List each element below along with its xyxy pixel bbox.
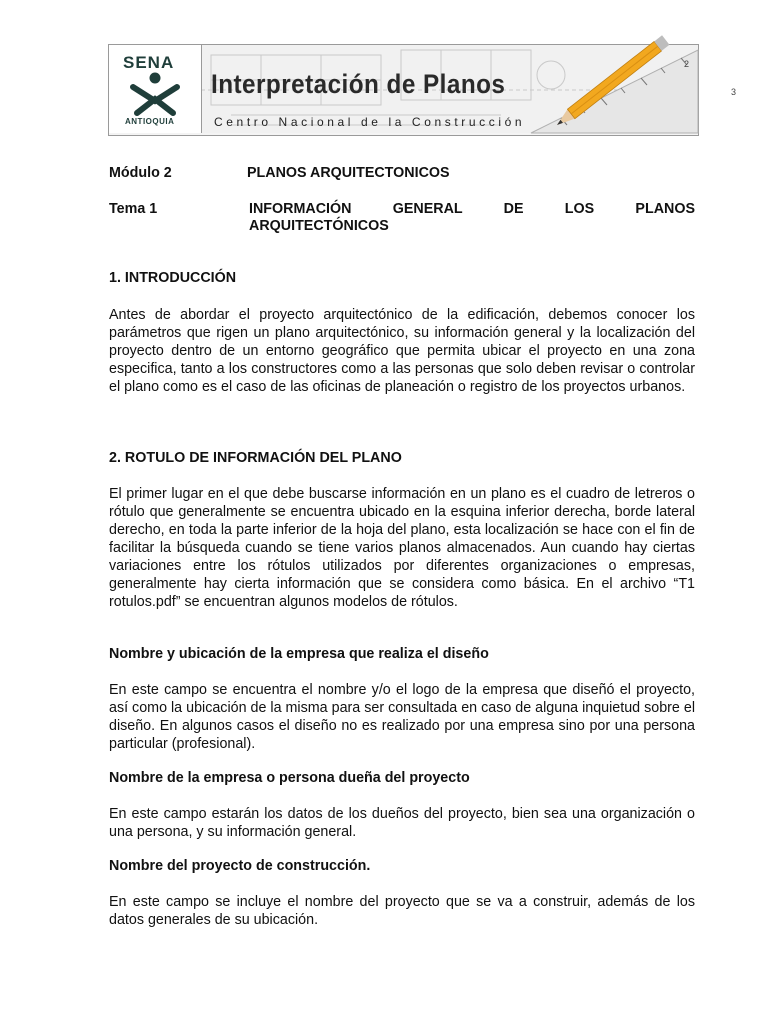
svg-text:3: 3 — [731, 87, 737, 97]
svg-text:2: 2 — [684, 59, 690, 69]
section2-paragraph: El primer lugar en el que debe buscarse información en un plano es el cuadro de letreros o rótulo que generalmente se encuentra ubicado en la esquina inferior derecha, borde lateral derecho, en toda la parte inferior de la hoja del plano, esta localización se hace con el fin de facilitar la búsqueda cuando se tiene varios planos almacenados. Aun cuando hay ciertas variaciones entre los rótulos utilizados por diferentes organizaciones o empresas, generalmente hay cierta información que se considera como básica. En el archivo “T1 rotulos.pdf” se encuentran algunos modelos de rótulos. — [109, 486, 695, 610]
sub2-heading: Nombre de la empresa o persona dueña del proyecto — [109, 770, 470, 786]
section1-heading: 1. INTRODUCCIÓN — [109, 270, 237, 286]
section1-paragraph: Antes de abordar el proyecto arquitectónico de la edificación, debemos conocer los parámetros que rigen un plano arquitectónico, su información general y la localización del proyecto dentro de un entorno geográfico que permita ubicar el proyecto en una zona especifica, tanto a los constructores como a las personas que solo deben revisar o controlar el plano como es el caso de las oficinas de planeación o registro de los proyectos urbanos. — [109, 307, 695, 395]
sub1-paragraph: En este campo se encuentra el nombre y/o el logo de la empresa que diseñó el proyecto, así como la ubicación de la misma para ser consultada en caso de alguna inquietud sobre el diseño. En algunos casos el diseño no es realizado por una empresa sino por una persona particular (profesional). — [109, 682, 695, 752]
sena-figure-icon — [129, 71, 181, 115]
banner-subtitle: Centro Nacional de la Construcción — [214, 115, 526, 129]
sub1-heading: Nombre y ubicación de la empresa que realiza el diseño — [109, 646, 489, 662]
sub3-heading: Nombre del proyecto de construcción. — [109, 858, 371, 874]
header-banner — [108, 44, 737, 136]
sub3-paragraph: En este campo se incluye el nombre del proyecto que se va a construir, además de los datos generales de su ubicación. — [109, 894, 695, 928]
tema-value-line2: ARQUITECTÓNICOS — [249, 218, 389, 234]
tema-value-line1: INFORMACIÓN GENERAL DE LOS PLANOS — [249, 201, 695, 217]
sena-logo — [109, 45, 202, 133]
banner-title: Interpretación de Planos — [211, 69, 506, 99]
logo-region: ANTIOQUIA — [125, 117, 175, 126]
tema-label: Tema 1 — [109, 201, 158, 217]
sub2-paragraph: En este campo estarán los datos de los dueños del proyecto, bien sea una organización o una persona, y su información general. — [109, 806, 695, 840]
modulo-label: Módulo 2 — [109, 165, 172, 181]
modulo-value: PLANOS ARQUITECTONICOS — [247, 165, 450, 181]
logo-text: SENA — [123, 53, 175, 72]
section2-heading: 2. ROTULO DE INFORMACIÓN DEL PLANO — [109, 450, 402, 466]
